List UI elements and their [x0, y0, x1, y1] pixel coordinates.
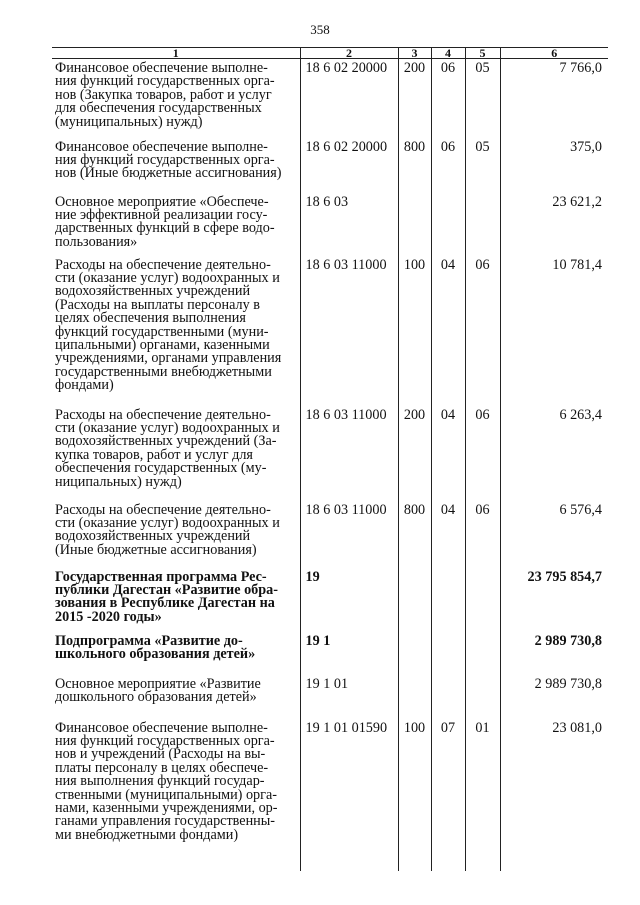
- row-amount: 23 081,0: [500, 719, 608, 871]
- budget-table: [52, 47, 608, 871]
- table-row: [52, 138, 608, 193]
- row-code: 19: [300, 568, 398, 632]
- header-row: [52, 48, 608, 59]
- row-code: 18 6 03 11000: [300, 256, 398, 406]
- row-code: 19 1 01: [300, 675, 398, 719]
- row-code: 18 6 03 11000: [300, 406, 398, 501]
- row-subsection: [465, 193, 500, 256]
- row-expense-type: 100: [398, 719, 431, 871]
- table-row: [52, 406, 608, 501]
- column-header-1: 1: [52, 48, 300, 59]
- row-expense-type: 800: [398, 138, 431, 193]
- column-header-2: 2: [300, 48, 398, 59]
- row-amount: 6 576,4: [500, 501, 608, 568]
- row-expense-type: [398, 193, 431, 256]
- column-header-5: 5: [465, 48, 500, 59]
- row-amount: 375,0: [500, 138, 608, 193]
- row-name: Подпрограмма «Развитие до- школьного образования детей»: [55, 632, 256, 662]
- table-row: [52, 256, 608, 406]
- row-section: [431, 568, 465, 632]
- row-subsection: 06: [465, 256, 500, 406]
- row-expense-type: [398, 568, 431, 632]
- row-section: 06: [431, 59, 465, 138]
- row-subsection: [465, 568, 500, 632]
- table-row: [52, 568, 608, 632]
- table-row: [52, 193, 608, 256]
- row-expense-type: [398, 675, 431, 719]
- row-name: Расходы на обеспечение деятельно- сти (оказание услуг) водоохранных и водохозяйственных учреждений (За- купка товаров, работ и услуг для обеспечения государственных (му- ниципальных) нужд): [55, 406, 280, 490]
- row-amount: 6 263,4: [500, 406, 608, 501]
- column-header-6: 6: [500, 48, 608, 59]
- row-expense-type: [398, 632, 431, 675]
- column-header-3: 3: [398, 48, 431, 59]
- row-name: Финансовое обеспечение выполне- ния функций государственных орга- нов и учреждений (Расходы на вы- платы персоналу в целях обеспече- ния выполнения функций государ- ственными (муниципальными) орга- нами, казенными учреждениями, ор- ганами управления государственны- ми внебюджетными фондами): [55, 719, 278, 843]
- row-name: Основное мероприятие «Развитие дошкольного образования детей»: [55, 675, 261, 705]
- row-section: [431, 193, 465, 256]
- row-amount: 23 795 854,7: [500, 568, 608, 632]
- row-amount: 2 989 730,8: [500, 632, 608, 675]
- row-section: 04: [431, 501, 465, 568]
- row-expense-type: 100: [398, 256, 431, 406]
- row-name: Основное мероприятие «Обеспече- ние эффективной реализации госу- дарственных функций в сфере водо- пользования»: [55, 193, 275, 250]
- row-section: [431, 632, 465, 675]
- row-code: 18 6 03 11000: [300, 501, 398, 568]
- page-number: 358: [310, 22, 330, 37]
- row-amount: 10 781,4: [500, 256, 608, 406]
- row-name: Расходы на обеспечение деятельно- сти (оказание услуг) водоохранных и водохозяйственных учреждений (Иные бюджетные ассигнования): [55, 501, 280, 558]
- row-code: 19 1 01 01590: [300, 719, 398, 871]
- row-section: [431, 675, 465, 719]
- row-expense-type: 200: [398, 59, 431, 138]
- row-subsection: [465, 632, 500, 675]
- table-row: [52, 501, 608, 568]
- row-name: Финансовое обеспечение выполне- ния функций государственных орга- нов (Иные бюджетные ассигнования): [55, 138, 282, 182]
- column-header-4: 4: [431, 48, 465, 59]
- row-subsection: [465, 675, 500, 719]
- table-row: [52, 59, 608, 138]
- row-amount: 7 766,0: [500, 59, 608, 138]
- row-amount: 23 621,2: [500, 193, 608, 256]
- row-name: Финансовое обеспечение выполне- ния функций государственных орга- нов (Закупка товаров, работ и услуг для обеспечения государственных (муниципальных) нужд): [55, 60, 275, 130]
- row-subsection: 05: [465, 59, 500, 138]
- row-name: Расходы на обеспечение деятельно- сти (оказание услуг) водоохранных и водохозяйственных учреждений (Расходы на выплаты персоналу в целях обеспечения выполнения функций государственными (муни- ципальными) органами, казенными учреждениями, органами управления государственными внебюджетными фондами): [55, 256, 282, 394]
- row-code: 18 6 02 20000: [300, 138, 398, 193]
- row-subsection: 06: [465, 501, 500, 568]
- row-code: 18 6 02 20000: [300, 59, 398, 138]
- row-subsection: 06: [465, 406, 500, 501]
- row-subsection: 05: [465, 138, 500, 193]
- row-expense-type: 200: [398, 406, 431, 501]
- row-name: Государственная программа Рес- публики Дагестан «Развитие обра- зования в Республике Дагестан на 2015 -2020 годы»: [55, 568, 278, 625]
- row-code: 18 6 03: [300, 193, 398, 256]
- row-expense-type: 800: [398, 501, 431, 568]
- row-amount: 2 989 730,8: [500, 675, 608, 719]
- row-section: 04: [431, 406, 465, 501]
- table-row: [52, 632, 608, 675]
- table-row: [52, 675, 608, 719]
- row-subsection: 01: [465, 719, 500, 871]
- row-section: 07: [431, 719, 465, 871]
- table-body: [52, 59, 608, 871]
- row-section: 04: [431, 256, 465, 406]
- row-code: 19 1: [300, 632, 398, 675]
- table-row: [52, 719, 608, 871]
- row-section: 06: [431, 138, 465, 193]
